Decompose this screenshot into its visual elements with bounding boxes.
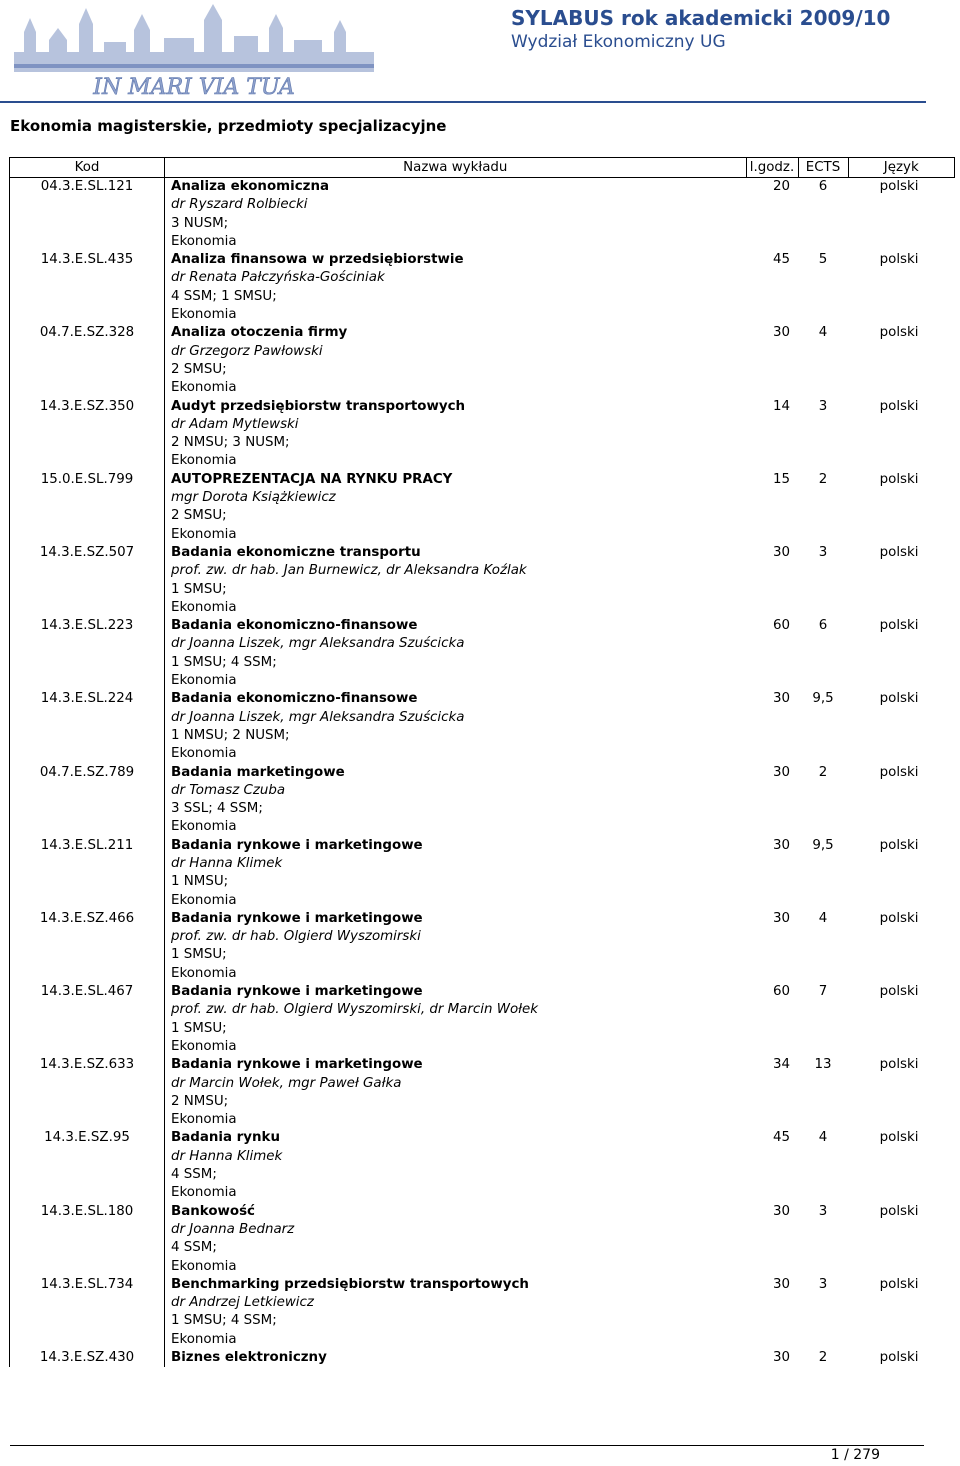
course-language: polski [879,984,919,1000]
course-info [165,324,747,397]
course-groups: 1 NMSU; [171,874,229,890]
course-field: Ekonomia [171,1258,237,1274]
syllabus-title: SYLABUS rok akademicki 2009/10 [511,6,891,30]
courses-table-body [10,178,955,1368]
course-language: polski [879,471,919,487]
course-hours: 60 [772,618,790,634]
course-ects: 4 [818,1130,828,1146]
course-name: Badania rynkowe i marketingowe [171,1057,423,1073]
course-teacher: prof. zw. dr hab. Olgierd Wyszomirski [171,929,421,945]
course-teacher: dr Joanna Bednarz [171,1221,295,1237]
course-groups: 1 NMSU; 2 NUSM; [171,727,290,743]
course-ects: 9,5 [812,691,834,707]
course-ects: 4 [818,910,828,926]
course-field: Ekonomia [171,965,237,981]
course-hours: 30 [772,325,790,341]
course-hours: 30 [772,910,790,926]
course-field: Ekonomia [171,453,237,469]
course-code: 14.3.E.SZ.633 [10,1056,165,1129]
course-field: Ekonomia [171,892,237,908]
course-code: 14.3.E.SL.180 [10,1203,165,1276]
table-row [10,690,955,763]
course-name: Analiza otoczenia firmy [171,325,348,341]
course-info [165,983,747,1056]
course-language: polski [879,764,919,780]
course-info [165,544,747,617]
course-name: Badania rynkowe i marketingowe [171,837,423,853]
col-header-hours: l.godz. [746,158,798,178]
course-info [165,251,747,324]
table-row [10,178,955,252]
course-hours: 30 [772,544,790,560]
course-language: polski [879,618,919,634]
course-ects: 6 [818,618,828,634]
course-field: Ekonomia [171,1112,237,1128]
course-hours: 60 [772,984,790,1000]
table-row [10,617,955,690]
course-ects: 9,5 [812,837,834,853]
course-code: 04.7.E.SZ.789 [10,764,165,837]
course-hours: 30 [772,1350,790,1365]
course-language: polski [879,910,919,926]
course-groups: 4 SSM; [171,1240,217,1256]
course-groups: 4 SSM; 1 SMSU; [171,288,277,304]
course-language: polski [879,1276,919,1292]
course-name: Biznes elektroniczny [171,1350,327,1365]
course-name: Badania rynkowe i marketingowe [171,910,423,926]
course-language: polski [879,1203,919,1219]
course-teacher: dr Hanna Klimek [171,855,283,871]
courses-table [9,157,955,1367]
col-header-name: Nazwa wykładu [165,158,747,178]
course-hours: 30 [772,691,790,707]
course-groups: 1 SMSU; [171,581,227,597]
course-groups: 2 SMSU; [171,508,227,524]
course-teacher: dr Marcin Wołek, mgr Paweł Gałka [171,1075,402,1091]
course-name: Badania ekonomiczno-finansowe [171,691,418,707]
course-info [165,1349,747,1367]
course-info [165,178,747,252]
course-field: Ekonomia [171,599,237,615]
course-ects: 4 [818,325,828,341]
course-info [165,910,747,983]
course-groups: 1 SMSU; [171,947,227,963]
course-info [165,764,747,837]
course-name: Benchmarking przedsiębiorstw transportowych [171,1276,529,1292]
course-ects: 2 [818,471,828,487]
course-name: Badania marketingowe [171,764,345,780]
course-language: polski [879,1350,919,1365]
course-teacher: dr Ryszard Rolbiecki [171,197,308,213]
course-field: Ekonomia [171,526,237,542]
course-hours: 15 [772,471,790,487]
course-info [165,1276,747,1349]
course-language: polski [879,179,919,194]
course-field: Ekonomia [171,1038,237,1054]
course-code: 14.3.E.SZ.430 [10,1349,165,1367]
course-name: Analiza ekonomiczna [171,179,330,194]
course-name: Badania ekonomiczno-finansowe [171,618,418,634]
course-teacher: dr Joanna Liszek, mgr Aleksandra Szuścicka [171,636,465,652]
course-code: 14.3.E.SL.224 [10,690,165,763]
course-code: 14.3.E.SL.734 [10,1276,165,1349]
course-ects: 7 [818,984,828,1000]
course-code: 04.7.E.SZ.328 [10,324,165,397]
course-ects: 3 [818,398,828,414]
course-hours: 30 [772,837,790,853]
course-language: polski [879,691,919,707]
course-info [165,617,747,690]
course-groups: 3 SSL; 4 SSM; [171,801,263,817]
course-code: 14.3.E.SZ.350 [10,398,165,471]
course-teacher: dr Hanna Klimek [171,1148,283,1164]
table-row [10,764,955,837]
course-info [165,1203,747,1276]
course-hours: 45 [772,252,790,268]
course-teacher: dr Renata Pałczyńska-Gościniak [171,270,385,286]
course-field: Ekonomia [171,1185,237,1201]
document-title: Ekonomia magisterskie, przedmioty specjalizacyjne [10,117,447,135]
table-row [10,1056,955,1129]
table-row [10,398,955,471]
course-hours: 20 [772,179,790,194]
course-name: Badania ekonomiczne transportu [171,544,421,560]
logo-motto: IN MARI VIA TUA [93,75,295,98]
course-groups: 2 SMSU; [171,361,227,377]
course-language: polski [879,837,919,853]
course-field: Ekonomia [171,673,237,689]
course-ects: 5 [818,252,828,268]
course-hours: 45 [772,1130,790,1146]
course-field: Ekonomia [171,1331,237,1347]
table-row [10,324,955,397]
course-code: 14.3.E.SL.223 [10,617,165,690]
course-groups: 4 SSM; [171,1167,217,1183]
course-hours: 34 [772,1057,790,1073]
col-header-ects: ECTS [798,158,848,178]
course-ects: 3 [818,1203,828,1219]
course-field: Ekonomia [171,380,237,396]
page-number: 1 / 279 [830,1447,880,1463]
course-field: Ekonomia [171,746,237,762]
course-hours: 30 [772,764,790,780]
course-code: 14.3.E.SL.211 [10,837,165,910]
course-teacher: dr Grzegorz Pawłowski [171,343,323,359]
course-ects: 13 [814,1057,832,1073]
course-code: 14.3.E.SZ.507 [10,544,165,617]
table-row [10,1203,955,1276]
table-row [10,837,955,910]
course-language: polski [879,325,919,341]
col-header-language: Język [848,158,955,178]
course-code: 14.3.E.SZ.466 [10,910,165,983]
course-language: polski [879,252,919,268]
course-teacher: dr Adam Mytlewski [171,416,299,432]
col-header-code: Kod [10,158,165,178]
course-teacher: mgr Dorota Książkiewicz [171,490,336,506]
course-groups: 3 NUSM; [171,215,229,231]
table-header-row [10,158,955,178]
course-info [165,471,747,544]
table-row [10,910,955,983]
table-row [10,1349,955,1367]
table-row [10,983,955,1056]
course-language: polski [879,1130,919,1146]
course-name: Badania rynkowe i marketingowe [171,984,423,1000]
course-hours: 14 [772,398,790,414]
course-ects: 3 [818,544,828,560]
course-name: Analiza finansowa w przedsiębiorstwie [171,252,464,268]
header-divider [0,101,926,103]
course-code: 14.3.E.SL.435 [10,251,165,324]
course-groups: 1 SMSU; 4 SSM; [171,654,277,670]
course-teacher: prof. zw. dr hab. Olgierd Wyszomirski, dr Marcin Wołek [171,1002,538,1018]
course-name: AUTOPREZENTACJA NA RYNKU PRACY [171,471,453,487]
course-ects: 2 [818,764,828,780]
course-language: polski [879,1057,919,1073]
course-code: 15.0.E.SL.799 [10,471,165,544]
course-field: Ekonomia [171,307,237,323]
course-info [165,690,747,763]
course-field: Ekonomia [171,819,237,835]
footer-divider [10,1445,924,1446]
course-code: 04.3.E.SL.121 [10,178,165,252]
faculty-name: Wydział Ekonomiczny UG [511,32,726,52]
course-code: 14.3.E.SZ.95 [10,1129,165,1202]
table-row [10,544,955,617]
course-code: 14.3.E.SL.467 [10,983,165,1056]
course-hours: 30 [772,1203,790,1219]
course-ects: 3 [818,1276,828,1292]
course-groups: 2 NMSU; 3 NUSM; [171,435,290,451]
course-name: Audyt przedsiębiorstw transportowych [171,398,466,414]
course-groups: 1 SMSU; 4 SSM; [171,1313,277,1329]
course-info [165,398,747,471]
course-name: Badania rynku [171,1130,280,1146]
course-info [165,1129,747,1202]
course-language: polski [879,398,919,414]
course-teacher: dr Andrzej Letkiewicz [171,1295,314,1311]
table-row [10,471,955,544]
course-language: polski [879,544,919,560]
table-row [10,251,955,324]
course-teacher: dr Tomasz Czuba [171,782,286,798]
course-name: Bankowość [171,1203,255,1219]
course-ects: 2 [818,1350,828,1365]
gdansk-skyline-logo [4,2,384,98]
table-row [10,1129,955,1202]
course-info [165,837,747,910]
course-field: Ekonomia [171,233,237,249]
course-groups: 2 NMSU; [171,1093,229,1109]
course-groups: 1 SMSU; [171,1020,227,1036]
course-ects: 6 [818,179,828,194]
course-teacher: dr Joanna Liszek, mgr Aleksandra Szuścicka [171,709,465,725]
course-teacher: prof. zw. dr hab. Jan Burnewicz, dr Aleksandra Koźlak [171,563,527,579]
course-info [165,1056,747,1129]
page-header [0,0,960,104]
table-row [10,1276,955,1349]
course-hours: 30 [772,1276,790,1292]
